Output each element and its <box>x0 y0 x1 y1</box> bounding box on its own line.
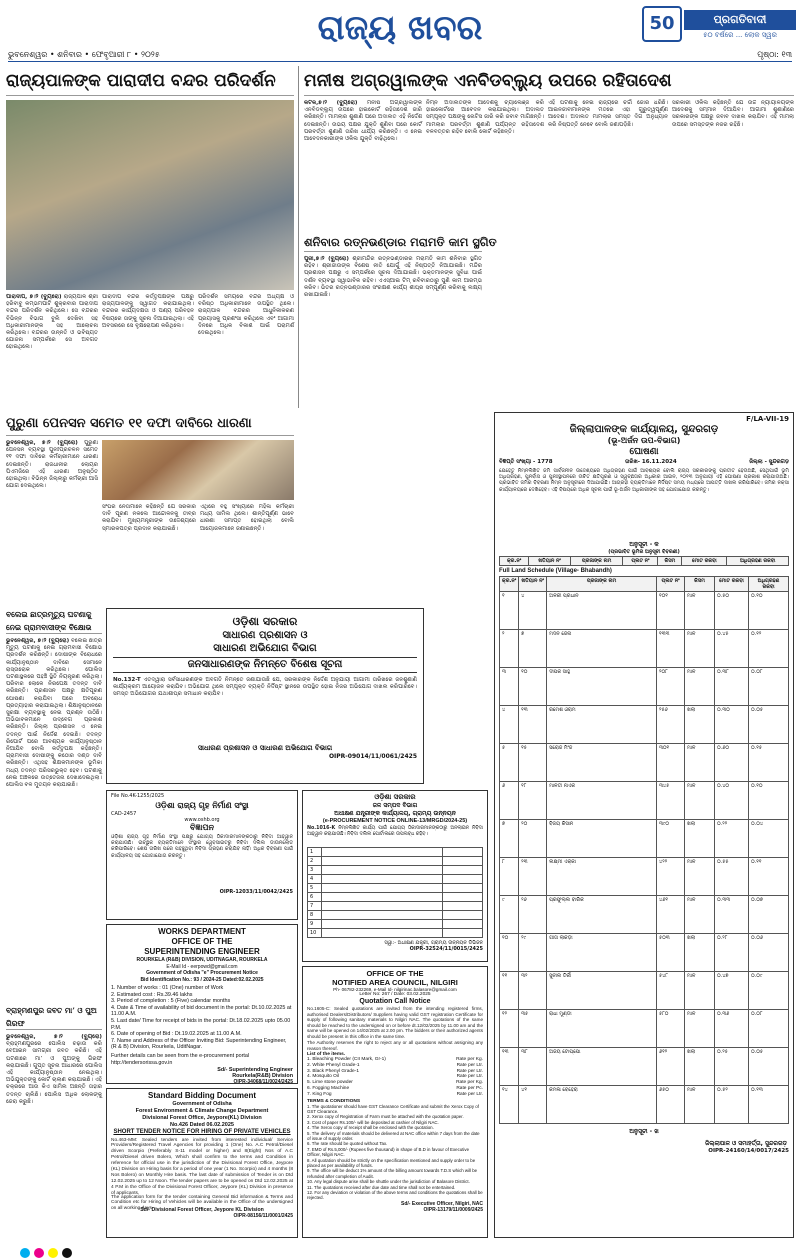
collector-col-head: ପ୍ଲଟ ନଂ <box>623 557 658 566</box>
pension-photo <box>102 440 294 500</box>
land-cell: ଗୀତା ଲାକଡ଼ା <box>547 934 657 972</box>
nac-reserve: The Authority reserves the right to reject any or all quotations without assigning any reason thereof. <box>307 1040 483 1051</box>
land-cell: ମାଳ <box>685 744 715 782</box>
pension-body-col2: ସଂଘର ନେତାମାନେ କହିଛନ୍ତି ଯେ ସରକାର ଦାବି ପୂରଣ ନକଲେ ଆନ୍ଦୋଳନକୁ ତୀବ୍ର କରାଯିବ। ମୁଖ୍ୟମନ୍ତ୍ରୀଙ୍କ ଉଦ୍ଦେଶ୍ୟରେ ସ୍ମାରକପତ୍ର ପ୍ରଦାନ କରାଯାଇଛି। <box>102 504 196 532</box>
nac-item-name: 2. White Phenyl Grade-1 <box>307 1062 360 1068</box>
land-cell: ୦.୩୬ <box>715 1010 749 1048</box>
land-cell: ୦.୦୫ <box>749 706 789 744</box>
land-row <box>500 630 789 668</box>
works-item: 2. Estimated cost : Rs.39.46 lakhs <box>111 991 193 998</box>
works-line4: ROURKELA (R&B) DIVISION, UDITNAGAR, ROURKELA <box>136 957 268 963</box>
land-cell: ୦.୬୦ <box>715 744 749 782</box>
rural-table <box>307 847 483 938</box>
land-cell: ୧ <box>500 592 519 630</box>
land-cell: ୩୦୧ <box>657 744 685 782</box>
nac-items <box>303 1057 487 1098</box>
land-cell: ଅଜୟ ଟୋପ୍ପୋ <box>547 1048 657 1086</box>
collector-full-land: Full Land Schedule (Village- Bhabandh) <box>499 568 612 574</box>
works-item: 6. Date of opening of Bid : Dt.19.02.2025 at 11.00 A.M. <box>111 1031 242 1038</box>
gp-notice-box <box>106 608 424 784</box>
forest-l3: Divisional Forest Office, Jeypore(KL) Division <box>142 1115 262 1121</box>
nac-title2: NOTIFIED AREA COUNCIL, NILGIRI <box>332 978 458 987</box>
rural-row-no: 4 <box>308 875 322 884</box>
land-cell: ୦.୧୫ <box>749 744 789 782</box>
land-row <box>500 744 789 782</box>
land-cell: ୦.୧୦ <box>749 782 789 820</box>
land-cell: କମଳା ବେହେରା <box>547 1086 657 1124</box>
land-row <box>500 972 789 1010</box>
land-cell: ୩୪୫ <box>657 782 685 820</box>
land-cell: ମାଳ <box>685 1010 715 1048</box>
land-col-head: ପ୍ଲଟ ନଂ <box>657 577 685 592</box>
land-row <box>500 668 789 706</box>
collector-footer-sign: ଜିଲ୍ଲାପାଳ ଓ ସମାହର୍ତ୍ତା, ସୁନ୍ଦରଗଡ଼ <box>705 1140 787 1147</box>
land-cell: ୨୦୮ <box>657 668 685 706</box>
rural-sign: ସ୍ୱା:- ଅଧୀକ୍ଷଣ ଯନ୍ତ୍ରୀ, ଗ୍ରାମ୍ୟ ଉନ୍ନୟନ ଡିଭିଜନ <box>384 940 483 946</box>
works-bid: Bid Identification No.: 93 / 2024-25 Dated:02.02.2025 <box>140 977 264 983</box>
land-row <box>500 592 789 630</box>
land-cell: ୦.୧୧ <box>749 858 789 896</box>
land-cell: ୨୫୬ <box>657 706 685 744</box>
land-cell: ମାଳ <box>685 668 715 706</box>
nac-item-rate: Rate per Kg. <box>456 1057 483 1062</box>
forest-l2: Forest Environment & Climate Change Department <box>135 1108 269 1114</box>
land-cell: ୬୧୨ <box>657 1048 685 1086</box>
land-cell: ୦.୧୩ <box>749 1086 789 1124</box>
nac-item-rate: Rate per Kg. <box>456 1080 483 1086</box>
brahmanpur-dateline: ଭୁବନେଶ୍ୱର, ୭।୨ (ବ୍ୟୁରୋ) <box>6 1034 102 1040</box>
nac-item-name: 4. Mosquito Oil <box>307 1074 339 1080</box>
nac-term: 10. Any legal dispute arise shall be shuttle under the jurisdiction of Balasore District. <box>307 1179 470 1185</box>
works-item: 1. Number of works : 01 (One) number of Work <box>111 985 224 991</box>
collector-oipr: OIPR-24160/14/0017/2425 <box>708 1148 789 1154</box>
ratna-dateline: ପୁରୀ,୭।୨ (ବ୍ୟୁରୋ) <box>304 256 349 262</box>
land-row <box>500 1086 789 1124</box>
collector-body: ଯେହେତୁ ନିମ୍ନଲିଖିତ ଜମି ସାର୍ବଜନୀନ ଉଦ୍ଦେଶ୍ୟରେ ଅଧିଗ୍ରହଣ ପାଇଁ ଆବଶ୍ୟକ ବୋଲି ରାଜ୍ୟ ସରକାରଙ୍କୁ ପ୍ରତୀତ ହେଉଅଛି, ସେଥିପାଇଁ ଭୂମି ଅଧିଗ୍ରହଣ, ପୁନର୍ବାସ ଓ ପୁନଃସ୍ଥାପନରେ ଉଚିତ କ୍ଷତିପୂରଣ ଓ ସ୍ୱଚ୍ଛତାର ଅଧିକାର ଆଇନ, ୨୦୧୩ ଅନୁଯାୟୀ ଏହି ଘୋଷଣା ପ୍ରକାଶ କରାଯାଉଅଛି। ପ୍ରଭାବିତ ଜମିର ବିବରଣୀ ନିମ୍ନ ଅନୁସୂଚୀରେ ଦିଆଯାଇଛି। ଆଗ୍ରହୀ ବ୍ୟକ୍ତିମାନେ ନିର୍ଦ୍ଦିଷ୍ଟ ସମୟ ମଧ୍ୟରେ ଆପତ୍ତି ଦାଖଲ କରିପାରିବେ। ଜମିର ନକ୍ସା କାର୍ଯ୍ୟାଳୟରେ ଦେଖିହେବ। ଏହି ବିଷୟରେ ଅଧିକ ସୂଚନା ପାଇଁ ଭୂ-ଅର୍ଜନ ଅଧିକାରୀଙ୍କ ସହ ଯୋଗାଯୋଗ କରନ୍ତୁ। <box>499 468 789 493</box>
land-cell: ୧୩ <box>500 1048 519 1086</box>
land-cell: ୦.୦୪ <box>749 820 789 858</box>
nac-item-name: 3. Black Phenyl Grade-1 <box>307 1068 359 1074</box>
works-oipr: OIPR-34068/11/0024/2425 <box>233 1079 293 1086</box>
land-col-head: କିସମ <box>685 577 715 592</box>
gp-notice-body: No.132-T ଏତଦ୍ୱାରା ସର୍ବସାଧାରଣଙ୍କ ଅବଗତି ନିମନ୍ତେ ଜଣାଯାଉଛି ଯେ, ସରକାରଙ୍କ ନିର୍ଦ୍ଦେଶ ଅନୁଯାୟୀ ଆଗାମୀ ତାରିଖରେ ଜନଶୁଣାଣି କାର୍ଯ୍ୟକ୍ରମ ଆୟୋଜନ କରାଯିବ। ଅଭିଯୋଗ ଥିଲେ ସମ୍ପୃକ୍ତ ବ୍ୟକ୍ତି ନିର୍ଦ୍ଦିଷ୍ଟ ସ୍ଥାନରେ ଉପସ୍ଥିତ ହୋଇ ନିଜର ଅଭିଯୋଗ ଦାଖଲ କରିପାରିବେ। ସମସ୍ତ ଅଭିଯୋଗର ଯଥାଶୀଘ୍ର ସମାଧାନ କରାଯିବ। <box>113 677 417 698</box>
rural-intro: No.1016-K ନିମ୍ନଲିଖିତ କାର୍ଯ୍ୟ ପାଇଁ ଯୋଗ୍ୟ ଠିକାଦାରମାନଙ୍କଠାରୁ ଅନଲାଇନ ନିବିଦା ଆହ୍ୱାନ କରାଯାଉଛି। ନିବିଦା ଦଲିଲ ପୋର୍ଟାଲରେ ଉପଲବ୍ଧ ରହିବ। <box>307 826 483 837</box>
gp-notice-title2: ସାଧାରଣ ପ୍ରଶାସନ ଓ <box>222 630 308 641</box>
pension-body-col3: ଏଥିରେ ବହୁ ସଂଖ୍ୟାରେ ମହିଳା କର୍ମଚାରୀ ମଧ୍ୟ ସାମିଲ ଥିଲେ। ଶାନ୍ତିପୂର୍ଣ୍ଣ ଭାବେ ଧାରଣା ସମାପ୍ତ ହୋଇଥିଲା ବୋଲି ଆୟୋଜକମାନେ ଜଣାଇଛନ୍ତି। <box>200 504 294 532</box>
land-cell: ୬ <box>500 782 519 820</box>
land-cell: ମାଳ <box>685 858 715 896</box>
nac-term: 2. Xerox copy of Registration of Farm must be attached with the quotation paper. <box>307 1114 464 1120</box>
land-cell: ଖଲା <box>685 1048 715 1086</box>
rural-title4: (e-PROCUREMENT NOTICE ONLINE-13/MRGD/2024-25) <box>322 818 468 824</box>
manish-dateline: କଟକ,୭।୨ (ବ୍ୟୁରୋ) <box>304 100 358 106</box>
ratna-body: ପୁରୀ,୭।୨ (ବ୍ୟୁରୋ) ଶ୍ରୀମନ୍ଦିର ରତ୍ନଭଣ୍ଡାରର ମରାମତି କାମ ଶନିବାର ସ୍ଥଗିତ ରହିବ। ଶ୍ରୀଜୀଉଙ୍କ ବିଶେଷ ନୀତି ଯୋଗୁଁ ଏହି ନିଷ୍ପତ୍ତି ନିଆଯାଇଛି। ମନ୍ଦିର ପ୍ରଶାସନ ପକ୍ଷରୁ ଏ ସମ୍ପର୍କରେ ସୂଚନା ଦିଆଯାଇଛି। ଭକ୍ତମାନଙ୍କ ସୁବିଧା ପାଇଁ ଦର୍ଶନ ବ୍ୟବସ୍ଥା ସ୍ୱାଭାବିକ ରହିବ। ଏଏସ୍ଆଇ ଟିମ୍ ରବିବାରଠାରୁ ପୁଣି କାମ ଆରମ୍ଭ କରିବ। ଭିତର ରତ୍ନଭଣ୍ଡାରର ସଂରକ୍ଷଣ କାର୍ଯ୍ୟ ଶୀଘ୍ର ସମ୍ପୂର୍ଣ୍ଣ କରିବାକୁ ଲକ୍ଷ୍ୟ ରଖାଯାଇଛି। <box>304 256 482 299</box>
oshb-ad-box <box>106 790 298 920</box>
land-row <box>500 934 789 972</box>
works-ad-box <box>106 924 298 1084</box>
nac-item-name: 1. Bleaching Powder (CII Mark, Gr-1) <box>307 1057 386 1062</box>
land-cell: ଖଲା <box>685 934 715 972</box>
land-cell: ୧୦ <box>500 934 519 972</box>
nac-term: 11. The quotations received after due date and time shall not be entertained. <box>307 1184 456 1190</box>
collector-land-table <box>499 576 789 1124</box>
collector-summary-table <box>499 556 789 566</box>
land-cell: ୨୯ <box>519 934 547 972</box>
land-cell: ମାଳ <box>685 592 715 630</box>
land-cell: ୮ <box>500 858 519 896</box>
oshb-body: ଓଡ଼ିଶା ରାଜ୍ୟ ଗୃହ ନିର୍ମାଣ ସଂସ୍ଥା ପକ୍ଷରୁ ଯୋଗ୍ୟ ଠିକାଦାରମାନଙ୍କଠାରୁ ନିବିଦା ଆହ୍ୱାନ କରାଯାଉଛି। ଇଚ୍ଛୁକ ବ୍ୟକ୍ତିମାନେ ସଂସ୍ଥାର ୱେବସାଇଟରୁ ନିବିଦା ଦଲିଲ ଡାଉନଲୋଡ କରିପାରିବେ। ଶେଷ ତାରିଖ ପରେ ପହଞ୍ଚୁଥିବା ନିବିଦା ଗ୍ରହଣ କରାଯିବ ନାହିଁ। ଅଧିକ ବିବରଣୀ ପାଇଁ କାର୍ଯ୍ୟାଳୟ ସହ ଯୋଗାଯୋଗ କରନ୍ତୁ। <box>111 834 293 859</box>
brahmanpur-body: ଭୁବନେଶ୍ୱର, ୭।୨ (ବ୍ୟୁରୋ) ବ୍ରାହ୍ମଣପୁରରେ ପୋଲିସ ଚଢ଼ାଉ କରି ବେଆଇନ ସାମଗ୍ରୀ ଜବତ କରିଛି। ଏହି ଘଟଣାରେ ମା’ ଓ ପୁଅଙ୍କୁ ଗିରଫ କରାଯାଇଛି। ଗୁପ୍ତ ସୂଚନା ଆଧାରରେ ପୋଲିସ ଏହି କାର୍ଯ୍ୟାନୁଷ୍ଠାନ ନେଇଥିଲା। ଅଭିଯୁକ୍ତଙ୍କୁ କୋର୍ଟ ଚାଲାଣ କରାଯାଇଛି। ଏହି ଚକ୍ରରେ ଆଉ କିଏ ସାମିଲ ଅଛନ୍ତି ତାହାର ତଦନ୍ତ ଚାଲିଛି। ପୋଲିସ ଅଧିକ ଲୋକଙ୍କୁ ଜେରା କରୁଛି। <box>6 1034 102 1105</box>
gp-notice-oipr: OIPR-09014/11/0061/2425 <box>328 753 417 760</box>
land-cell: ୦.୦୭ <box>749 896 789 934</box>
land-cell: ୧୦୧ <box>657 592 685 630</box>
works-item: 5. Last date/ Time for receipt of bids in the portal: Dt.18.02.2025 upto 05.00 P.M. <box>111 1017 291 1031</box>
works-item: 4. Date & Time of availability of bid document in the portal: Dt.10.02.2025 at 11.00 A.M. <box>111 1004 292 1018</box>
rural-row-no: 5 <box>308 884 322 893</box>
rural-oipr: OIPR-32524/11/0015/2425 <box>409 946 483 952</box>
works-line2: OFFICE OF THE <box>171 937 233 946</box>
collector-title2: (ଭୂ-ଅର୍ଜନ ଉପ-ବିଭାଗ) <box>607 436 681 445</box>
governor-headline: ରାଜ୍ୟପାଳଙ୍କ ପାରାଦୀପ ବନ୍ଦର ପରିଦର୍ଶନ <box>6 66 294 96</box>
student-dateline: ଭୁବନେଶ୍ୱର, ୭।୨ (ବ୍ୟୁରୋ) <box>6 638 70 644</box>
land-cell: ଲକ୍ଷ୍ମୀ ଏକ୍କା <box>547 858 657 896</box>
nac-term: 3. Cost of paper Rs.100/- will be deposited at cashier of Nilgiri NAC. <box>307 1119 439 1125</box>
rural-title3: ଅଧୀକ୍ଷଣ ଯନ୍ତ୍ରୀଙ୍କ କାର୍ଯ୍ୟାଳୟ, ଗ୍ରାମ୍ୟ ଉନ୍ନୟନ <box>334 810 456 817</box>
collector-col-head: ଖତିୟାନ ନଂ <box>529 557 571 566</box>
pension-headline: ପୁରୁଣା ପେନସନ ସମେତ ୧୧ ଦଫା ଦାବିରେ ଧାରଣା <box>6 412 294 436</box>
land-cell: ୦.୫୨ <box>715 1086 749 1124</box>
land-cell: ୩୯୦ <box>657 820 685 858</box>
land-cell: ୨୩ <box>519 858 547 896</box>
manish-body-col3: ଏହି ଘଟଣାକୁ ନେଇ ରାଜ୍ୟରେ ଚର୍ଚ୍ଚା ଜୋର ଧରିଛି। ଆଇନଜୀବୀମାନଙ୍କ ମତରେ ଏହା ଗୁରୁତ୍ୱପୂର୍ଣ୍ଣ ଆଦେଶ। ଅଦାଲତ ମାମଲାର ସମସ୍ତ ଦିଗ ଅନୁଧ୍ୟାନ କରି ନିଷ୍ପତ୍ତି ନେବେ ବୋଲି ଜଣାପଡ଼ିଛି। <box>548 100 668 128</box>
page-number: ପୃଷ୍ଠା: ୧୩ <box>757 50 792 59</box>
works-item: 7. Name and Address of the Officer Inviting Bid: Superintending Engineer, (R & B) Division, Rourkela, UditNagar. <box>111 1037 287 1051</box>
nac-intro: No.1605-C: Sealed quotations are invited from the intending registered firms, authorised Dealers/Distributors/ Suppliers having valid GST registration Certificate for supply of following sanitary materials to Nilgiri NAC. The quotations of the same should be reached to the undersigned on or before dt.12/02/2025 by 11.00 am and the same will be opened on 14/02/2025 at 2.00 pm. The bidders or their authorized agents should be present in this office in the same time. <box>307 1006 483 1039</box>
land-row <box>500 858 789 896</box>
rural-row-no: 6 <box>308 893 322 902</box>
land-col-head: ଅଧିଗ୍ରହଣ ରକବା <box>749 577 789 592</box>
land-cell: ୧୩୩ <box>657 630 685 668</box>
forest-l1: Government of Odisha <box>172 1101 232 1107</box>
land-row <box>500 1048 789 1086</box>
forest-body: No.463-MM: Sealed tenders are invited from interested individual/ Service Providers/Registered Travel Agencies for providing 1 (One) No. A.C Petrol/Diesel driven Scorpio (Preferably S-11 model or higher) and 8(Eight) Nos of A.C Petrol/Diesel driven Bolero, Which shall confirm to the terms and Condition in reference for official use in the jurisdiction of the Divisional Forest Office, Jeypore (KL) Division on Hiring basis for a period of one year (1 No. Scorpio) and 4 months (8 Nos Bolero) on Monthly Hire basis. The last date of submission of Tender is on Dtd 12.02.2025 up to 12 Noon. The tender papers are to be opened on Dtd 12.02.2025 at 4 P.M in the Office of the Divisional Forest Officer, Jeypore (KL) Division in presence of applicants. <box>111 1137 293 1196</box>
collector-col-head: କିସମ <box>658 557 682 566</box>
land-col-head: ମୋଟ ରକବା <box>715 577 749 592</box>
land-col-head: ଖତିୟାନ ନଂ <box>519 577 547 592</box>
land-cell: ୯ <box>500 896 519 934</box>
forest-oipr: OIPR-08156/11/0001/2425 <box>233 1212 293 1219</box>
land-cell: ୧୨ <box>500 1010 519 1048</box>
land-row <box>500 782 789 820</box>
nac-terms <box>303 1104 487 1200</box>
nac-item-rate: Rate per Ltr. <box>456 1062 483 1068</box>
land-col-head: ପ୍ରଜାଙ୍କ ନାମ <box>547 577 657 592</box>
forest-title: Standard Bidding Document <box>148 1091 256 1100</box>
land-cell: ୪୧ <box>519 1086 547 1124</box>
land-cell: ୭ <box>519 630 547 668</box>
land-cell: ୩ <box>500 668 519 706</box>
land-cell: ୦.୪୦ <box>715 782 749 820</box>
collector-col-head: କ୍ର.ନଂ <box>500 557 529 566</box>
nac-term: 4. The Xerox copy of receipt shall be enclosed with the quotation. <box>307 1125 434 1131</box>
oshb-file-no: File No.4K-1255/2025 <box>111 793 165 799</box>
forest-l4: No.426 Dated 06.02.2025 <box>170 1122 234 1128</box>
ratna-headline: ଶନିବାର ରତ୍ନଭଣ୍ଡାର ମରାମତି କାମ ସ୍ଥଗିତ <box>304 232 482 252</box>
land-cell: ୪୨୨ <box>657 858 685 896</box>
nac-item-name: 7. King Fog <box>307 1091 332 1097</box>
newspaper-brand: ପ୍ରଗତିବାଦୀ <box>684 10 796 30</box>
land-cell: ଖଲା <box>685 706 715 744</box>
governor-body-col3: ପରିଦର୍ଶନ ସମୟରେ ବନ୍ଦର ଅଧ୍ୟକ୍ଷ ଓ ବରିଷ୍ଠ ଅଧିକାରୀମାନେ ଉପସ୍ଥିତ ଥିଲେ। ରାଜ୍ୟପାଳ ବନ୍ଦରର ଆଧୁନିକୀକରଣ ପ୍ରୟାସକୁ ପ୍ରଶଂସା କରିଥିଲେ ଏବଂ ଆଗାମୀ ଦିନରେ ଅଧିକ ବିକାଶ ପାଇଁ ପରାମର୍ଶ ଦେଇଥିଲେ। <box>198 294 294 337</box>
land-cell: ସରୋଜ ମିଂଜ <box>547 744 657 782</box>
land-cell: ୦.୪୫ <box>715 630 749 668</box>
land-cell: ମଦନ ଜେନା <box>547 630 657 668</box>
collector-notice-date: ତାରିଖ- 16.11.2024 <box>625 459 677 465</box>
collector-district: ଜିଲ୍ଲା - ସୁନ୍ଦରଗଡ଼ <box>749 459 789 465</box>
works-line3: SUPERINTENDING ENGINEER <box>144 947 260 956</box>
collector-title3: ଘୋଷଣା <box>629 447 659 457</box>
land-cell: ୨ <box>500 630 519 668</box>
works-further: Further details can be seen from the e-procurement portal http://tendersorissa.gov.in <box>111 1052 250 1066</box>
nac-term: 9. The office will be deduct 1% amount of the billing amount towards T.D.S which will be refunded after completion of Audit. <box>307 1168 478 1179</box>
registration-mark <box>34 1248 44 1258</box>
land-row <box>500 1010 789 1048</box>
rural-row-no: 3 <box>308 866 322 875</box>
nac-sign: Sd/- Executive Officer, Nilgiri, NAC <box>401 1200 483 1207</box>
collector-col-head: ମୋଟ ରକବା <box>682 557 727 566</box>
oshb-oipr: OIPR-12033/11/0042/2425 <box>219 889 293 895</box>
land-cell: ରମେଶ ଓରାମ <box>547 706 657 744</box>
gp-notice-title3: ସାଧାରଣ ଅଭିଯୋଗ ବିଭାଗ <box>213 643 317 654</box>
registration-mark <box>62 1248 72 1258</box>
manish-body-col4: ସରକାରୀ ଓକିଲ କହିଛନ୍ତି ଯେ ଉଚ୍ଚ ନ୍ୟାୟାଳୟଙ୍କ ଆଦେଶକୁ ସମ୍ମାନ ଦିଆଯିବ। ଆଗାମୀ ଶୁଣାଣିରେ ସରକାରଙ୍କ ପକ୍ଷରୁ ଜବାବ ଦାଖଲ କରାଯିବ। ଏହି ମାମଲା ଉପରେ ସମସ୍ତଙ୍କ ନଜର ରହିଛି। <box>672 100 794 128</box>
land-cell: ସୁନୀଲ ତିର୍କୀ <box>547 972 657 1010</box>
collector-schedule2-head: ଅନୁସୂଚୀ - ଖ <box>629 1128 659 1135</box>
land-cell: ୫୮୦ <box>657 1010 685 1048</box>
rural-title2: ଜଳ ସମ୍ପଦ ବିଭାଗ <box>372 802 418 809</box>
manish-body-col2: ନିମ୍ନ ଅଦାଲତଙ୍କ ଆଦେଶକୁ ଚ୍ୟାଲେଞ୍ଜ କରି ହାଇକୋର୍ଟରେ ଆବେଦନ କରାଯାଇଥିଲା। ଅଦାଲତ ସମ୍ପୃକ୍ତ ପକ୍ଷଙ୍କୁ ନୋଟିସ ଜାରି କରି ଜବାବ ମାଗିଛନ୍ତି। ମାମଲାର ପରବର୍ତ୍ତୀ ଶୁଣାଣି ପର୍ଯ୍ୟନ୍ତ ରହିତାଦେଶ ବଳବତ୍ତର ରହିବ ବୋଲି କୋର୍ଟ କହିଛନ୍ତି। <box>426 100 544 135</box>
nac-term: 7. EMD of Rs.5,000/- (Rupees five thousand) in shape of B.D in favour of Executive Officer, Nilgiri NAC. <box>307 1146 470 1158</box>
land-cell: ମାଳ <box>685 896 715 934</box>
oshb-adv-label: ବିଜ୍ଞାପନ <box>190 823 214 832</box>
issue-date: ଭୁବନେଶ୍ୱର • ଶନିବାର • ଫେବୃଆରୀ ୮ • ୨୦୨୫ <box>8 50 160 59</box>
oshb-title: ଓଡ଼ିଶା ରାଜ୍ୟ ଗୃହ ନିର୍ମାଣ ସଂସ୍ଥା <box>155 801 249 810</box>
land-cell: ୦.୩୮ <box>715 668 749 706</box>
nac-item-rate: Rate per Ltr. <box>456 1074 483 1080</box>
rural-row-no: 1 <box>308 848 322 857</box>
land-col-head: କ୍ର.ନଂ <box>500 577 519 592</box>
nac-term: 8. All quotation should be strictly on the specification mentioned and supply order to be placed as per availability of funds. <box>307 1157 476 1169</box>
land-cell: ୧୧ <box>500 972 519 1010</box>
nac-item-name: 6. Fogging Machine <box>307 1085 350 1091</box>
collector-title1: ଜିଲ୍ଲାପାଳଙ୍କ କାର୍ଯ୍ୟାଳୟ, ସୁନ୍ଦରଗଡ଼ <box>569 424 719 435</box>
land-cell: ୦.୨୨ <box>715 820 749 858</box>
land-cell: ୦.୨୫ <box>715 1048 749 1086</box>
nac-term: 1. The quotationer should have GST Clearance Certificate and submit the Xerox Copy of GST Clearance. <box>307 1103 479 1114</box>
land-cell: ୫ <box>500 744 519 782</box>
land-cell: ମାଳ <box>685 1086 715 1124</box>
nac-letter: Letter No: 267 / Date: 03.02.2025 <box>359 992 431 997</box>
works-gov: Government of Odisha "e" Procurement Notice <box>146 970 258 976</box>
nac-item-rate: Rate per Ltr. <box>456 1068 483 1074</box>
rural-title1: ଓଡ଼ିଶା ସରକାର <box>374 793 416 801</box>
works-line1: WORKS DEPARTMENT <box>158 927 246 936</box>
land-cell: ବିଜୟ କିସାନ <box>547 820 657 858</box>
collector-notice-row <box>495 458 793 467</box>
land-cell: ୧୫ <box>519 744 547 782</box>
land-cell: ୦.୧୦ <box>749 592 789 630</box>
works-item: 3. Period of completion : 5 (Five) calendar months <box>111 998 231 1005</box>
land-cell: ୦.୦୬ <box>749 934 789 972</box>
oshb-cad: CAD-2457 <box>111 811 137 817</box>
land-cell: ୪୬୧ <box>657 896 685 934</box>
rural-row-no: 9 <box>308 920 322 929</box>
land-cell: ୨୬ <box>519 896 547 934</box>
nac-item-rate: Rate per Pc. <box>456 1085 483 1091</box>
governor-dateline: ପାରାଦୀପ, ୭।୨ (ବ୍ୟୁରୋ) <box>6 294 62 300</box>
nac-list-head: List of the items. <box>307 1052 346 1057</box>
land-cell: ୦.୪୭ <box>715 972 749 1010</box>
land-cell: ୦.୫୫ <box>715 858 749 896</box>
land-cell: ୧୮ <box>519 782 547 820</box>
land-cell: ୨୦ <box>519 820 547 858</box>
land-cell: ୦.୦୮ <box>749 668 789 706</box>
nac-term: 6. The rate should be quoted without Tax. <box>307 1141 388 1147</box>
collector-schedule-head: ଅନୁସୂଚୀ - କ <box>629 541 659 548</box>
forest-l5: SHORT TENDER NOTICE FOR HIRING OF PRIVATE VEHICLES <box>113 1129 291 1135</box>
land-cell: ୧୪ <box>500 1086 519 1124</box>
masthead-title: ରାଜ୍ୟ ଖବର <box>317 8 483 48</box>
gp-notice-title1: ଓଡ଼ିଶା ସରକାର <box>232 615 298 628</box>
collector-schedule-sub: (ପ୍ରଭାବିତ ଭୂମିର ଅନୁସୂଚୀ ବିବରଣୀ) <box>608 549 680 555</box>
works-sign1: Sd/- Superintending Engineer <box>217 1067 293 1074</box>
land-cell: ୦.୨୮ <box>715 934 749 972</box>
land-cell: ୩୨ <box>519 972 547 1010</box>
land-cell: ୭ <box>500 820 519 858</box>
rural-ad-box <box>302 790 488 962</box>
land-cell: ମାଳ <box>685 972 715 1010</box>
governor-body-col1: ପାରାଦୀପ, ୭।୨ (ବ୍ୟୁରୋ) ରାଜ୍ୟପାଳ ଶ୍ରୀ ହରିବାବୁ କମ୍ଭମପାଟି ଶୁକ୍ରବାର ପାରାଦୀପ ବନ୍ଦର ପରିଦର୍ଶନ କରିଥିଲେ। ସେ ବନ୍ଦରର ବିଭିନ୍ନ ବିଭାଗ ବୁଲି ଦେଖିବା ସହ ଅଧିକାରୀମାନଙ୍କ ସହ ଆଲୋଚନା କରିଥିଲେ। ବନ୍ଦରର ଉନ୍ନତି ଓ ଭବିଷ୍ୟତ ଯୋଜନା ସମ୍ପର୍କରେ ସେ ଅବଗତ ହୋଇଥିଲେ। <box>6 294 98 351</box>
gp-notice-title4: ଜନସାଧାରଣଙ୍କ ନିମନ୍ତେ ବିଶେଷ ସୂଚନା <box>113 657 417 673</box>
land-cell: ଅଳକୀ ପ୍ରଧାନ <box>547 592 657 630</box>
land-row <box>500 820 789 858</box>
nac-notice: Quotation Call Notice <box>359 998 431 1005</box>
nac-contact: Ph- 06782-232269, e-Mail Id- nilgirinac.balasore@gmail.com <box>333 987 457 992</box>
gp-notice-footer: ସାଧାରଣ ପ୍ରଶାସନ ଓ ସାଧାରଣ ଅଭିଯୋଗ ବିଭାଗ <box>197 744 333 752</box>
nac-title1: OFFICE OF THE <box>366 969 424 978</box>
rural-row-no: 10 <box>308 929 322 938</box>
land-cell: ୧୩ <box>519 706 547 744</box>
oshb-website[interactable]: www.oshb.org <box>184 817 220 823</box>
gp-notice-ref: No.132-T <box>113 677 141 683</box>
land-cell: ୫୦୩ <box>657 934 685 972</box>
land-cell: ରାଧା ମୁଣ୍ଡା <box>547 1010 657 1048</box>
anniversary-logo: 50 <box>642 6 682 42</box>
land-cell: ୦.୩୦ <box>715 706 749 744</box>
dateline-bar <box>8 50 792 62</box>
registration-mark <box>48 1248 58 1258</box>
brand-tagline: ୫୦ ବର୍ଷରେ ... ଲୋକ ସ୍ୱର <box>703 31 777 39</box>
works-sign2: Rourkela(R&B) Division <box>232 1073 293 1080</box>
nac-term: 12. For any deviation or violation of the above terms and conditions the quotations shall be rejected. <box>307 1190 483 1201</box>
registration-mark <box>20 1248 30 1258</box>
land-cell: ୫୪୮ <box>657 972 685 1010</box>
nac-ad-box <box>302 966 488 1238</box>
land-cell: ଦୀପକ ସାହୁ <box>547 668 657 706</box>
collector-ref: F/LA-VII-19 <box>746 415 789 423</box>
land-cell: ଖଲା <box>685 820 715 858</box>
rural-row-no: 2 <box>308 857 322 866</box>
nac-item-rate: Rate per Ltr. <box>456 1091 483 1097</box>
land-cell: ମାଳ <box>685 782 715 820</box>
nac-oipr: OIPR-13179/11/0009/2425 <box>423 1206 483 1213</box>
land-cell: ୦.୩୩ <box>715 896 749 934</box>
land-row <box>500 896 789 934</box>
pension-body-col1: ଭୁବନେଶ୍ୱର, ୭।୨ (ବ୍ୟୁରୋ) ପୁରୁଣା ପେନସନ ବ୍ୟବସ୍ଥା ପୁନଃପ୍ରଚଳନ ସମେତ ୧୧ ଦଫା ଦାବିରେ କର୍ମଚାରୀମାନେ ଧାରଣା ଦେଇଛନ୍ତି। ରାଜଧାନୀର ଲୋୟର ପିଏମଜିରେ ଏହି ଧାରଣା ଅନୁଷ୍ଠିତ ହୋଇଥିଲା। ବିଭିନ୍ନ ଜିଲ୍ଲାରୁ କର୍ମଚାରୀ ଆସି ଯୋଗ ଦେଇଥିଲେ। <box>6 440 98 490</box>
land-cell: ୩୫ <box>519 1010 547 1048</box>
rural-row-no: 8 <box>308 911 322 920</box>
land-cell: ୦.୦୫ <box>749 1048 789 1086</box>
forest-body2: The application form for the tender containing General Bid information & Terms and Condition etc for Hiring of Vehicles will be available in the Office of the undersigned on all working days. <box>111 1194 293 1212</box>
manish-body-col1: କଟକ,୭।୨ (ବ୍ୟୁରୋ) ମନୀଷ ଅଗ୍ରୱାଲଙ୍କ ଏନବିଡବ୍ଲ୍ୟୁ ଉପରେ ହାଇକୋର୍ଟ ରହିତାଦେଶ ଜାରି କରିଛନ୍ତି। ମାମଲାର ଶୁଣାଣି ପରେ ଅଦାଲତ ଏହି ନିର୍ଦ୍ଦେଶ ଦେଇଛନ୍ତି। ଉଭୟ ପକ୍ଷର ଯୁକ୍ତି ଶୁଣିବା ପରେ କୋର୍ଟ ପରବର୍ତ୍ତୀ ଶୁଣାଣି ତାରିଖ ଧାର୍ଯ୍ୟ କରିଛନ୍ତି। ଏ ନେଇ ଆବେଦନକାରୀଙ୍କ ଓକିଲ ଯୁକ୍ତି ବାଢ଼ିଥିଲେ। <box>304 100 422 143</box>
governor-photo <box>6 100 294 290</box>
student-body: ଭୁବନେଶ୍ୱର, ୭।୨ (ବ୍ୟୁରୋ) ବଲେଇ ଛାତ୍ର ମୃତ୍ୟୁ ଘଟଣାକୁ ନେଇ ଗ୍ରାମବାସୀ ବିକ୍ଷୋଭ ପ୍ରଦର୍ଶନ କରିଛନ୍ତି। ଦୋଷୀଙ୍କ ବିରୋଧରେ କାର୍ଯ୍ୟାନୁଷ୍ଠାନ ଦାବିରେ ସେମାନେ ରାସ୍ତାରୋକ କରିଥିଲେ। ପୋଲିସ ଘଟଣାସ୍ଥଳରେ ପହଞ୍ଚି ସ୍ଥିତି ନିୟନ୍ତ୍ରଣ କରିଥିଲା। ପରିବାର ଲୋକେ ନିରପେକ୍ଷ ତଦନ୍ତ ଦାବି କରିଛନ୍ତି। ପ୍ରଶାସନ ପକ୍ଷରୁ କ୍ଷତିପୂରଣ ଘୋଷଣା କରାଯିବା ପରେ ଅବରୋଧ ପ୍ରତ୍ୟାହାର କରାଯାଇଥିଲା। ଶିକ୍ଷାନୁଷ୍ଠାନରେ ସୁରକ୍ଷା ବ୍ୟବସ୍ଥାକୁ ନେଇ ପ୍ରଶ୍ନ ଉଠିଛି। ଅଭିଭାବକମାନେ ଉଦ୍‌ବେଗ ପ୍ରକାଶ କରିଛନ୍ତି। ଜିଲ୍ଲା ପ୍ରଶାସନ ଏ ନେଇ ତଦନ୍ତ ପାଇଁ ନିର୍ଦ୍ଦେଶ ଦେଇଛି। ତଦନ୍ତ ରିପୋର୍ଟ ପରେ ଆବଶ୍ୟକ କାର୍ଯ୍ୟାନୁଷ୍ଠାନ ନିଆଯିବ ବୋଲି କର୍ତ୍ତୃପକ୍ଷ କହିଛନ୍ତି। ଗ୍ରାମବାସୀ ଦୋଷୀଙ୍କୁ କଠୋର ଦଣ୍ଡ ଦାବି କରିଛନ୍ତି। ଏଥିସହ ଶିକ୍ଷକମାନଙ୍କ ଭୂମିକା ମଧ୍ୟ ତଦନ୍ତ ପରିସରଭୁକ୍ତ ହେବ। ଘଟଣାକୁ ନେଇ ଅଞ୍ଚଳରେ ଉତ୍ତେଜନା ଦେଖାଦେଇଥିଲା। ପୋଲିସ ବଳ ମୁତୟନ କରାଯାଇଛି। <box>6 638 102 789</box>
nac-item-name: 5. Lime stone powder <box>307 1080 353 1086</box>
land-cell: ମାଳତୀ ନାଏକ <box>547 782 657 820</box>
column-divider <box>298 66 299 408</box>
manish-headline: ମନୀଷ ଅଗ୍ରୱାଲଙ୍କ ଏନବିଡବ୍ଲ୍ୟୁ ଉପରେ ରହିତାଦେଶ <box>304 66 794 96</box>
governor-body-col2: ପାରାଦୀପ ବନ୍ଦର କର୍ତ୍ତୃପକ୍ଷଙ୍କ ପକ୍ଷରୁ ରାଜ୍ୟପାଳଙ୍କୁ ସ୍ୱାଗତ କରାଯାଇଥିଲା। ବନ୍ଦରର କାର୍ଯ୍ୟଦକ୍ଷତା ଓ ପଣ୍ୟ ପରିବହନ ବିଷୟରେ ତାଙ୍କୁ ସୂଚନା ଦିଆଯାଇଥିଲା। ଏହି ଅବସରରେ ସେ ବୃକ୍ଷରୋପଣ କରିଥିଲେ। <box>102 294 194 329</box>
collector-ad-box <box>494 412 794 1238</box>
land-cell: ୦.୫୦ <box>715 592 749 630</box>
land-cell: ୧୦ <box>519 668 547 706</box>
collector-col-head: ପ୍ରଜାଙ୍କ ନାମ <box>570 557 622 566</box>
nac-terms-head: TERMS & CONDITIONS <box>307 1098 361 1104</box>
student-headline: ବଲେଇ ଛାତ୍ରମୃତ୍ୟୁ ଘଟଣାକୁ ନେଇ ଗ୍ରାମବାସୀଙ୍କ ବିକ୍ଷୋଭ <box>6 608 102 634</box>
forest-ad-box <box>106 1088 298 1238</box>
brahmanpur-headline: ବ୍ରାହ୍ମଣପୁର ଜବତ ମା’ ଓ ପୁଅ ଗିରଫ <box>6 1004 102 1030</box>
land-cell: ୦.୦୯ <box>749 972 789 1010</box>
land-cell: ପ୍ରଫୁଲ୍ଲ ବାରିକ <box>547 896 657 934</box>
land-cell: ୩୮ <box>519 1048 547 1086</box>
land-cell: ୬୫୦ <box>657 1086 685 1124</box>
works-email: E-Mail Id - eerpowd@gmail.com <box>166 964 238 970</box>
land-cell: ମାଳ <box>685 630 715 668</box>
rural-bid-no: No.1016-K <box>307 826 336 831</box>
land-cell: ୦.୧୨ <box>749 630 789 668</box>
pension-dateline: ଭୁବନେଶ୍ୱର, ୭।୨ (ବ୍ୟୁରୋ) <box>6 440 78 446</box>
land-cell: ୪ <box>500 706 519 744</box>
rural-row-no: 7 <box>308 902 322 911</box>
collector-notice-no: ବିଜ୍ଞପ୍ତି ସଂଖ୍ୟା - 1778 <box>499 459 553 465</box>
land-row <box>500 706 789 744</box>
land-cell: ୪ <box>519 592 547 630</box>
forest-sign: Sd/- Divisional Forest Officer, Jeypore KL Division <box>140 1206 264 1213</box>
land-cell: ୦.୦୮ <box>749 1010 789 1048</box>
collector-col-head: ଅଧିଗ୍ରହଣ ରକବା <box>727 557 789 566</box>
nac-term: 5. The delivery of materials should be delivered at NAC office within 7 days from the date of issue of supply order. <box>307 1130 480 1142</box>
